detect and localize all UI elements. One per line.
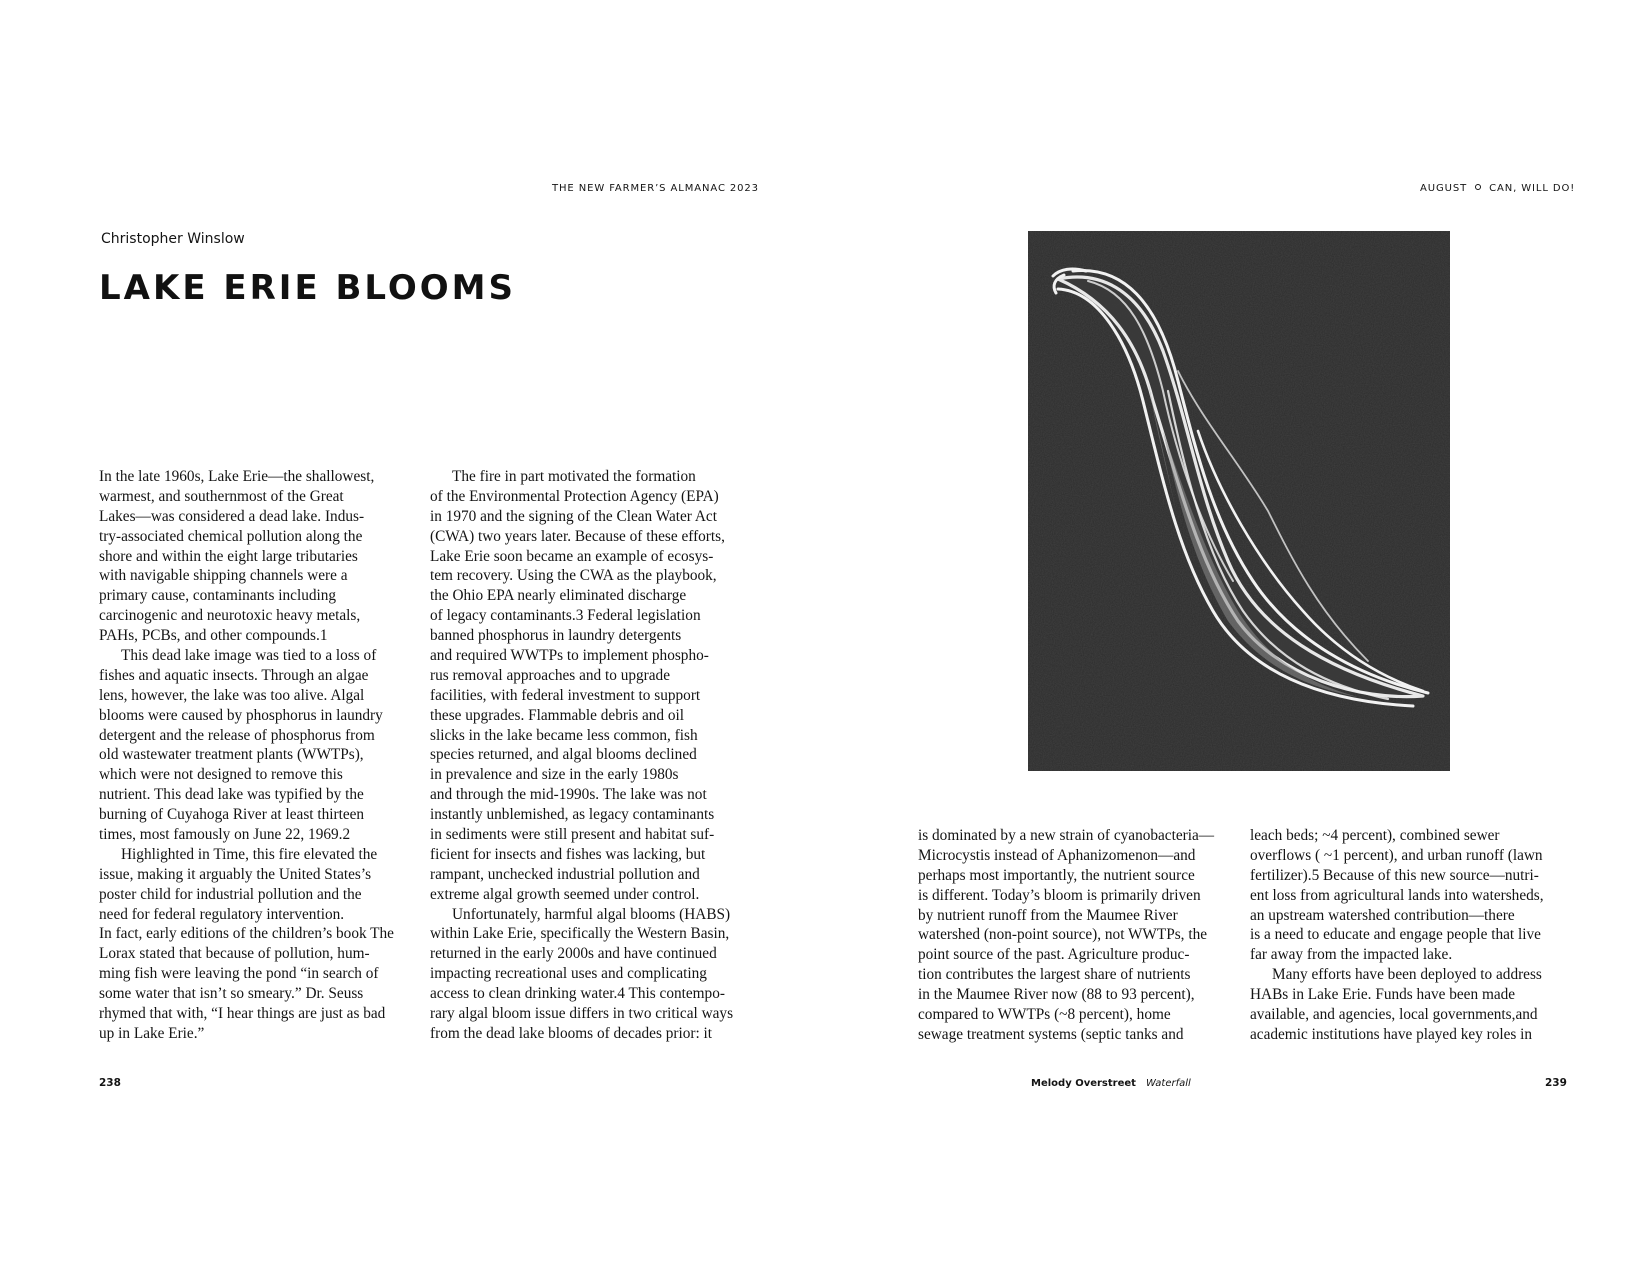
text-line: This dead lake image was tied to a loss of: [121, 647, 377, 665]
text-line: rhymed that with, “I hear things are just as bad: [99, 1005, 386, 1023]
text-line: In the late 1960s, Lake Erie—the shallowest,: [99, 468, 375, 485]
text-column-3: [918, 826, 1243, 1045]
text-line: leach beds; ~4 percent), combined sewer: [1250, 827, 1500, 844]
text-line: PAHs, PCBs, and other compounds.1: [99, 627, 328, 645]
author-name: Christopher Winslow: [101, 231, 245, 247]
text-line: Highlighted in Time, this fire elevated the: [121, 845, 378, 863]
article-title: LAKE ERIE BLOOMS: [99, 268, 517, 308]
text-line: burning of Cuyahoga River at least thirteen: [99, 806, 365, 824]
text-line: far away from the impacted lake.: [1250, 946, 1453, 964]
running-head-right: [1420, 183, 1575, 194]
artwork-image: [1028, 231, 1450, 771]
artist-name: Melody Overstreet: [1031, 1078, 1136, 1089]
text-line: which were not designed to remove this: [99, 766, 343, 784]
text-line: ming fish were leaving the pond “in search of: [99, 965, 379, 983]
text-line: nutrient. This dead lake was typified by the: [99, 786, 364, 804]
text-line: times, most famously on June 22, 1969.2: [99, 826, 351, 844]
text-line: blooms were caused by phosphorus in laundry: [99, 706, 383, 724]
text-line: (CWA) two years later. Because of these efforts,: [430, 527, 725, 545]
text-line: try-associated chemical pollution along the: [99, 527, 363, 545]
text-line: The fire in part motivated the formation: [452, 468, 696, 485]
running-head-section: CAN, WILL DO!: [1489, 183, 1576, 194]
text-column-1: [99, 467, 419, 1044]
circle-separator-icon: [1475, 184, 1481, 190]
text-line: tion contributes the largest share of nutrients: [918, 966, 1191, 984]
text-line: species returned, and algal blooms declined: [430, 746, 697, 764]
text-line: primary cause, contaminants including: [99, 587, 337, 605]
text-line: an upstream watershed contribution—there: [1250, 906, 1515, 924]
text-line: of the Environmental Protection Agency (EPA): [430, 487, 719, 505]
text-line: access to clean drinking water.4 This contempo-: [430, 985, 725, 1003]
text-line: poster child for industrial pollution and the: [99, 885, 362, 903]
text-line: Lorax stated that because of pollution, hum-: [99, 945, 370, 963]
text-line: is dominated by a new strain of cyanobacteria—: [918, 827, 1215, 844]
text-line: lens, however, the lake was too alive. Algal: [99, 686, 365, 704]
text-line: academic institutions have played key roles in: [1250, 1025, 1533, 1043]
text-line: by nutrient runoff from the Maumee River: [918, 906, 1178, 924]
text-line: of legacy contaminants.3 Federal legislation: [430, 607, 701, 625]
text-line: these upgrades. Flammable debris and oil: [430, 706, 685, 724]
text-line: In fact, early editions of the children’s book The: [99, 925, 394, 943]
page-number-left: 238: [99, 1077, 121, 1089]
text-line: HABs in Lake Erie. Funds have been made: [1250, 986, 1516, 1004]
text-line: and required WWTPs to implement phospho-: [430, 647, 709, 665]
text-line: is a need to educate and engage people that live: [1250, 926, 1541, 944]
running-head-month: AUGUST: [1420, 183, 1468, 194]
text-line: ficient for insects and fishes was lacking, but: [430, 845, 706, 863]
text-line: with navigable shipping channels were a: [99, 567, 348, 585]
text-line: detergent and the release of phosphorus from: [99, 726, 375, 744]
text-line: in 1970 and the signing of the Clean Water Act: [430, 507, 717, 525]
text-line: and through the mid-1990s. The lake was not: [430, 786, 707, 804]
text-line: overflows ( ~1 percent), and urban runoff (lawn: [1250, 846, 1543, 864]
text-line: up in Lake Erie.”: [99, 1024, 205, 1042]
artwork-title: Waterfall: [1145, 1078, 1191, 1089]
text-line: rus removal approaches and to upgrade: [430, 666, 670, 684]
text-line: fishes and aquatic insects. Through an algae: [99, 666, 369, 684]
text-line: in the Maumee River now (88 to 93 percent),: [918, 986, 1195, 1004]
text-line: extreme algal growth seemed under control.: [430, 885, 700, 903]
text-line: the Ohio EPA nearly eliminated discharge: [430, 587, 687, 605]
text-line: tem recovery. Using the CWA as the playbook,: [430, 567, 717, 585]
text-line: some water that isn’t so smeary.” Dr. Seuss: [99, 985, 364, 1003]
text-line: available, and agencies, local governments,and: [1250, 1006, 1538, 1024]
text-line: perhaps most importantly, the nutrient source: [918, 866, 1195, 884]
text-line: instantly unblemished, as legacy contaminants: [430, 806, 715, 824]
text-line: is different. Today’s bloom is primarily driven: [918, 886, 1201, 904]
text-line: old wastewater treatment plants (WWTPs),: [99, 746, 364, 764]
text-line: warmest, and southernmost of the Great: [99, 487, 344, 505]
text-line: sewage treatment systems (septic tanks and: [918, 1025, 1184, 1043]
page-number-right: 239: [1545, 1077, 1567, 1089]
text-line: fertilizer).5 Because of this new source—nutri-: [1250, 866, 1539, 884]
text-column-2: [430, 467, 750, 1044]
text-line: facilities, with federal investment to support: [430, 686, 701, 704]
text-line: point source of the past. Agriculture produc-: [918, 946, 1190, 964]
text-line: rampant, unchecked industrial pollution and: [430, 865, 700, 883]
text-line: impacting recreational uses and complicating: [430, 965, 707, 983]
text-line: ent loss from agricultural lands into watersheds,: [1250, 886, 1544, 904]
text-line: issue, making it arguably the United States’s: [99, 865, 372, 883]
text-line: need for federal regulatory intervention.: [99, 905, 345, 923]
text-line: Lakes—was considered a dead lake. Indus-: [99, 507, 365, 525]
text-line: in prevalence and size in the early 1980s: [430, 766, 679, 784]
text-line: carcinogenic and neurotoxic heavy metals,: [99, 607, 361, 625]
text-line: banned phosphorus in laundry detergents: [430, 627, 682, 645]
text-column-4: [1250, 826, 1580, 1045]
text-line: rary algal bloom issue differs in two critical ways: [430, 1005, 734, 1023]
text-line: Microcystis instead of Aphanizomenon—and: [918, 846, 1196, 864]
text-line: compared to WWTPs (~8 percent), home: [918, 1006, 1171, 1024]
text-line: shore and within the eight large tributaries: [99, 547, 358, 565]
text-line: returned in the early 2000s and have continued: [430, 945, 717, 963]
text-line: watershed (non-point source), not WWTPs, the: [918, 926, 1208, 944]
text-line: from the dead lake blooms of decades prior: it: [430, 1024, 713, 1042]
algae-filament-illustration: [1028, 231, 1450, 771]
text-line: slicks in the lake became less common, fish: [430, 726, 698, 744]
text-line: Unfortunately, harmful algal blooms (HABS): [452, 905, 731, 923]
text-line: in sediments were still present and habitat suf-: [430, 826, 715, 844]
running-head-left: THE NEW FARMER’S ALMANAC 2023: [552, 183, 759, 194]
text-line: Many efforts have been deployed to address: [1272, 966, 1542, 984]
artwork-credit: [1031, 1078, 1191, 1089]
text-line: Lake Erie soon became an example of ecosys-: [430, 547, 714, 565]
text-line: within Lake Erie, specifically the Western Basin,: [430, 925, 730, 943]
